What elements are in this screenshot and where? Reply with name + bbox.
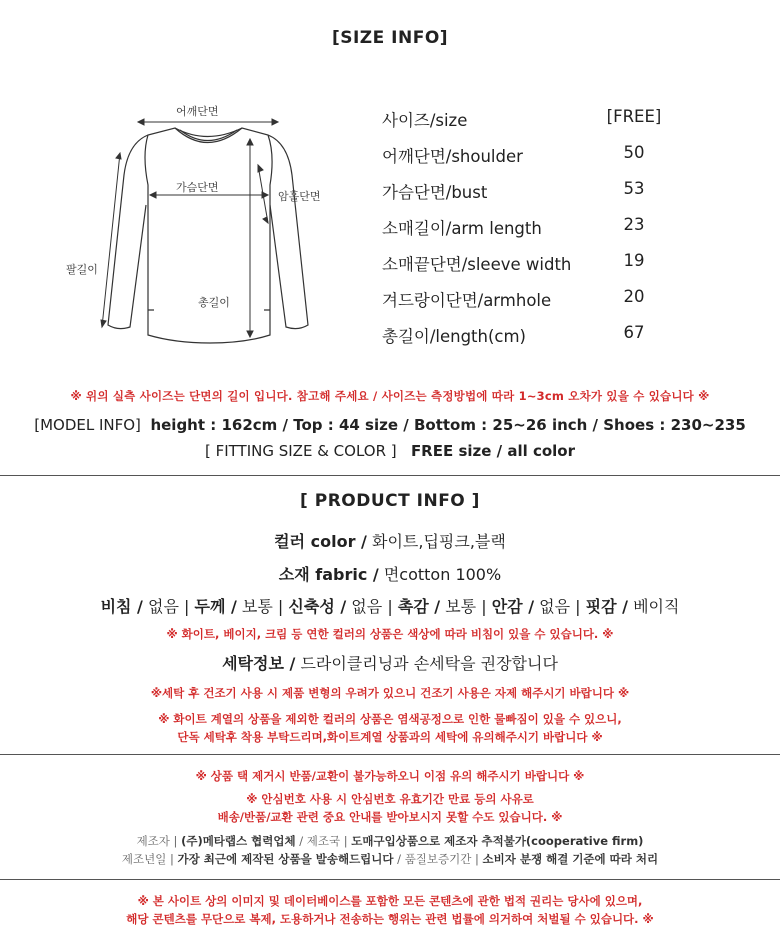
product-info-title: [ PRODUCT INFO ]	[300, 491, 480, 511]
size-row-value: 20	[623, 287, 645, 306]
size-row-value: 50	[623, 143, 645, 162]
fabric-value: 면cotton 100%	[383, 565, 502, 584]
manufacturer-value: (주)메타랩스 협력업체	[181, 834, 296, 848]
attr-value: 베이직	[633, 597, 680, 616]
color-label: 컬러 color /	[274, 532, 367, 551]
wash-value: 드라이클리닝과 손세탁을 권장합니다	[300, 654, 558, 673]
date-value: 가장 최근에 제작된 상품을 발송해드립니다	[177, 852, 394, 866]
size-row-label: 총길이/length(cm)	[382, 327, 526, 346]
color-value: 화이트,딥핑크,블랙	[372, 532, 506, 551]
attr-label: 핏감 /	[585, 597, 628, 616]
fitting-label: [ FITTING SIZE & COLOR ]	[204, 442, 397, 460]
divider	[0, 879, 780, 880]
attr-value: 없음	[351, 597, 383, 616]
separator: |	[575, 597, 581, 616]
manufacturer-label: 제조자	[136, 834, 170, 848]
size-info-title: [SIZE INFO]	[331, 28, 449, 48]
tshirt-outline-icon	[80, 95, 350, 355]
size-notice: ※ 위의 실측 사이즈는 단면의 길이 입니다. 참고해 주세요 / 사이즈는 측정방법에 따라 1~3cm 오차가 있을 수 있습니다 ※	[70, 389, 710, 403]
attributes-row	[0, 594, 780, 617]
size-row-label: 사이즈/size	[382, 111, 468, 130]
slash: /	[397, 852, 402, 866]
size-row-label: 소매끝단면/sleeve width	[382, 255, 572, 274]
warranty-label: 품질보증기간	[404, 852, 472, 866]
size-row	[382, 323, 682, 353]
safe-number-notice-1: ※ 안심번호 사용 시 안심번호 유효기간 만료 등의 사유로	[246, 792, 534, 806]
size-row-value: 67	[623, 323, 645, 342]
wash-label: 세탁정보 /	[222, 654, 296, 673]
fabric-row	[0, 562, 780, 585]
model-info-value: height : 162cm / Top : 44 size / Bottom : 25~26 inch / Shoes : 230~235	[150, 416, 746, 434]
color-notice: ※ 화이트, 베이지, 크림 등 연한 컬러의 상품은 색상에 따라 비침이 있을 수 있습니다. ※	[166, 627, 614, 641]
size-row-label: 어깨단면/shoulder	[382, 147, 523, 166]
fitting-info	[0, 442, 780, 460]
attr-label: 촉감 /	[397, 597, 441, 616]
size-row-label: 겨드랑이단면/armhole	[382, 291, 552, 310]
size-row	[382, 215, 682, 245]
dye-notice-1: ※ 화이트 계열의 상품을 제외한 컬러의 상품은 염색공정으로 인한 물빠짐이 있을 수 있으니,	[158, 712, 622, 726]
safe-number-notice-2: 배송/반품/교환 관련 중요 안내를 받아보시지 못할 수도 있습니다. ※	[217, 810, 563, 824]
manufacturer-row	[0, 833, 780, 849]
bar: |	[173, 834, 178, 848]
attr-label: 두께 /	[194, 597, 237, 616]
divider	[0, 475, 780, 476]
separator: |	[184, 597, 190, 616]
size-row-value: 23	[623, 215, 645, 234]
divider	[0, 754, 780, 755]
attr-label: 비침 /	[100, 597, 143, 616]
attr-value: 없음	[147, 597, 179, 616]
copyright-line-2: 해당 콘텐츠를 무단으로 복제, 도용하거나 전송하는 행위는 관련 법률에 의거하여 처벌될 수 있습니다. ※	[126, 912, 654, 926]
armhole-label: 암홀단면	[278, 190, 321, 203]
bar: |	[170, 852, 174, 866]
attr-label: 안감 /	[491, 597, 535, 616]
fitting-value: FREE size / all color	[410, 442, 576, 460]
separator: |	[387, 597, 393, 616]
total-length-label: 총길이	[198, 296, 230, 309]
shoulder-label: 어깨단면	[176, 105, 219, 118]
model-info	[0, 416, 780, 434]
size-row	[382, 287, 682, 317]
size-row-label: 소매길이/arm length	[382, 219, 542, 238]
warranty-value: 소비자 분쟁 해결 기준에 따라 처리	[482, 852, 659, 866]
dye-notice-2: 단독 세탁후 착용 부탁드리며,화이트계열 상품과의 세탁에 유의해주시기 바랍니다 ※	[177, 730, 603, 744]
size-row	[382, 143, 682, 173]
copyright-line-1: ※ 본 사이트 상의 이미지 및 데이터베이스를 포함한 모든 콘텐츠에 관한 법적 권리는 당사에 있으며,	[137, 894, 643, 908]
size-row-value: [FREE]	[606, 107, 662, 126]
arm-length-label: 팔길이	[66, 263, 98, 276]
fabric-label: 소재 fabric /	[278, 565, 379, 584]
color-row	[0, 529, 780, 552]
wash-row	[0, 651, 780, 674]
separator: |	[481, 597, 487, 616]
date-row	[0, 851, 780, 867]
country-value: 도매구입상품으로 제조자 추적불가(cooperative firm)	[351, 834, 644, 848]
bust-label: 가슴단면	[176, 181, 219, 194]
slash: /	[299, 834, 304, 848]
country-label: 제조국	[306, 834, 341, 848]
size-row	[382, 251, 682, 281]
dryer-notice: ※세탁 후 건조기 사용 시 제품 변형의 우려가 있으니 건조기 사용은 자제 해주시기 바랍니다 ※	[150, 686, 630, 700]
date-label: 제조년일	[121, 852, 167, 866]
garment-diagram	[66, 95, 350, 355]
size-row-label: 가슴단면/bust	[382, 183, 488, 202]
model-info-label: [MODEL INFO]	[34, 416, 141, 434]
attr-value: 없음	[539, 597, 571, 616]
attr-value: 보통	[241, 597, 273, 616]
size-row	[382, 107, 682, 137]
bar: |	[475, 852, 479, 866]
separator: |	[277, 597, 284, 616]
size-row	[382, 179, 682, 209]
attr-label: 신축성 /	[288, 597, 347, 616]
size-row-value: 53	[623, 179, 645, 198]
tag-notice: ※ 상품 택 제거시 반품/교환이 불가능하오니 이점 유의 해주시기 바랍니다 ※	[195, 769, 585, 783]
size-row-value: 19	[623, 251, 645, 270]
bar: |	[343, 834, 348, 848]
attr-value: 보통	[445, 597, 477, 616]
